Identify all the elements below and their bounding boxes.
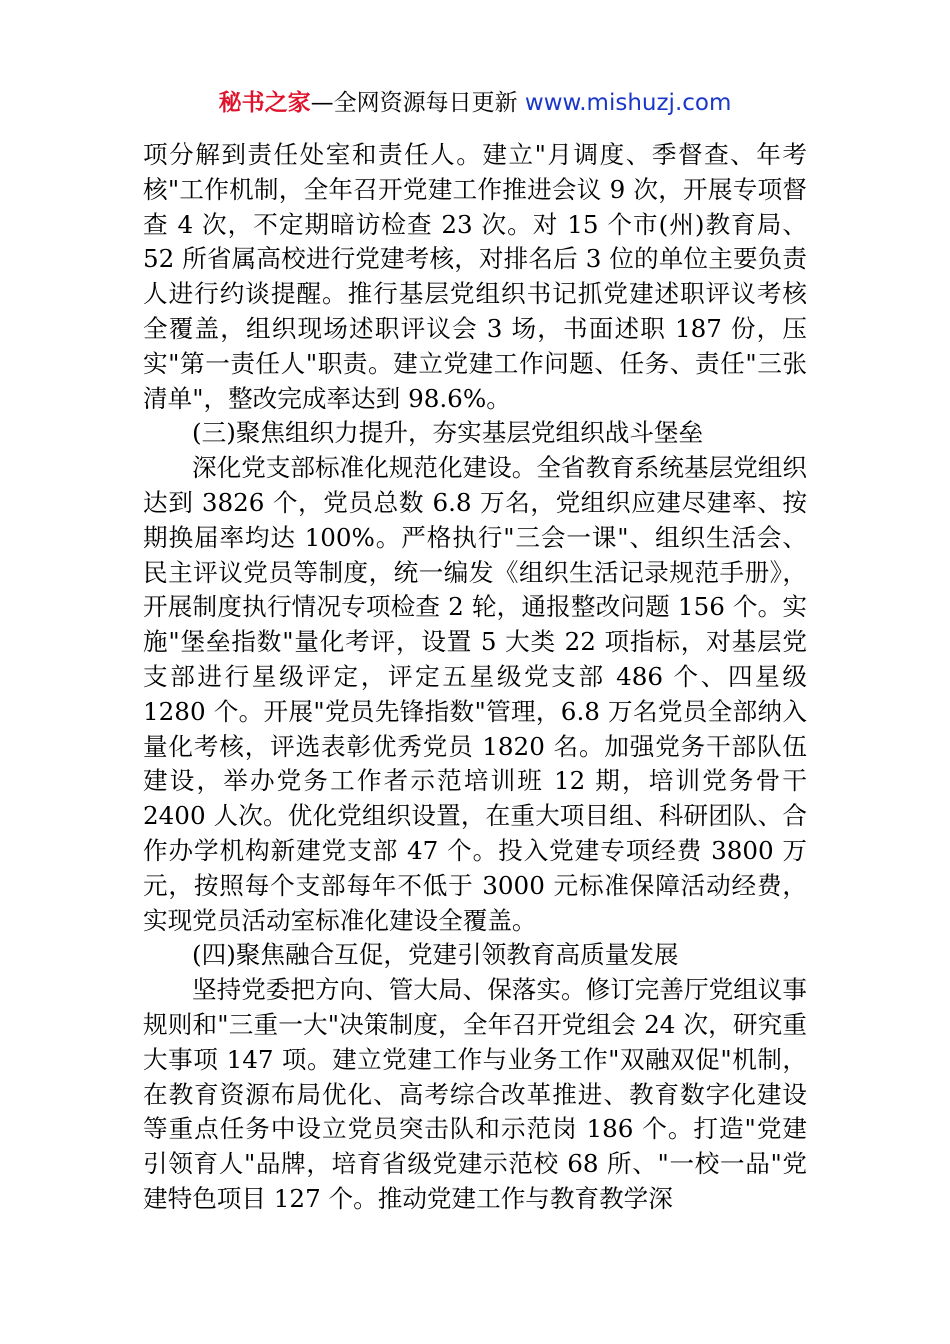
paragraph-organization: 深化党支部标准化规范化建设。全省教育系统基层党组织达到 3826 个，党员总数 6.8 万名，党组织应建尽建率、按期换届率均达 100%。严格执行"三会一课"、组织生活会、民主评议党员等制度，统一编发《组织生活记录规范手册》，开展制度执行情况专项检查 2 轮，通报整改问题 156 个。实施"堡垒指数"量化考评，设置 5 大类 22 项指标，对基层党支部进行星级评定，评定五星级党支部 486 个、四星级 1280 个。开展"党员先锋指数"管理，6.8 万名党员全部纳入量化考核，评选表彰优秀党员 1820 名。加强党务干部队伍建设，举办党务工作者示范培训班 12 期，培训党务骨干 2400 人次。优化党组织设置，在重大项目组、科研团队、合作办学机构新建党支部 47 个。投入党建专项经费 3800 万元，按照每个支部每年不低于 3000 元标准保障活动经费，实现党员活动室标准化建设全覆盖。 bbox=[143, 453, 807, 935]
site-header bbox=[0, 86, 950, 120]
paragraph-continued: 项分解到责任处室和责任人。建立"月调度、季督查、年考核"工作机制，全年召开党建工作推进会议 9 次，开展专项督查 4 次，不定期暗访检查 23 次。对 15 个市(州)教育局、52 所省属高校进行党建考核，对排名后 3 位的单位主要负责人进行约谈提醒。推行基层党组织书记抓党建述职评议考核全覆盖，组织现场述职评议会 3 场，书面述职 187 份，压实"第一责任人"职责。建立党建工作问题、任务、责任"三张清单"，整改完成率达到 98.6%。 bbox=[143, 140, 807, 413]
header-tagline: —全网资源每日更新 bbox=[310, 90, 518, 116]
document-body bbox=[143, 138, 807, 1217]
section-heading-3: (三)聚焦组织力提升，夯实基层党组织战斗堡垒 bbox=[192, 418, 704, 448]
brand-name: 秘书之家 bbox=[218, 90, 311, 116]
paragraph-integration: 坚持党委把方向、管大局、保落实。修订完善厅党组议事规则和"三重一大"决策制度，全年召开党组会 24 次，研究重大事项 147 项。建立党建工作与业务工作"双融双促"机制，在教育资源布局优化、高考综合改革推进、教育数字化建设等重点任务中设立党员突击队和示范岗 186 个。打造"党建引领育人"品牌，培育省级党建示范校 68 所、"一校一品"党建特色项目 127 个。推动党建工作与教育教学深 bbox=[143, 975, 807, 1213]
site-url-link[interactable]: www.mishuzj.com bbox=[524, 90, 732, 116]
section-heading-4: (四)聚焦融合互促，党建引领教育高质量发展 bbox=[192, 940, 679, 970]
